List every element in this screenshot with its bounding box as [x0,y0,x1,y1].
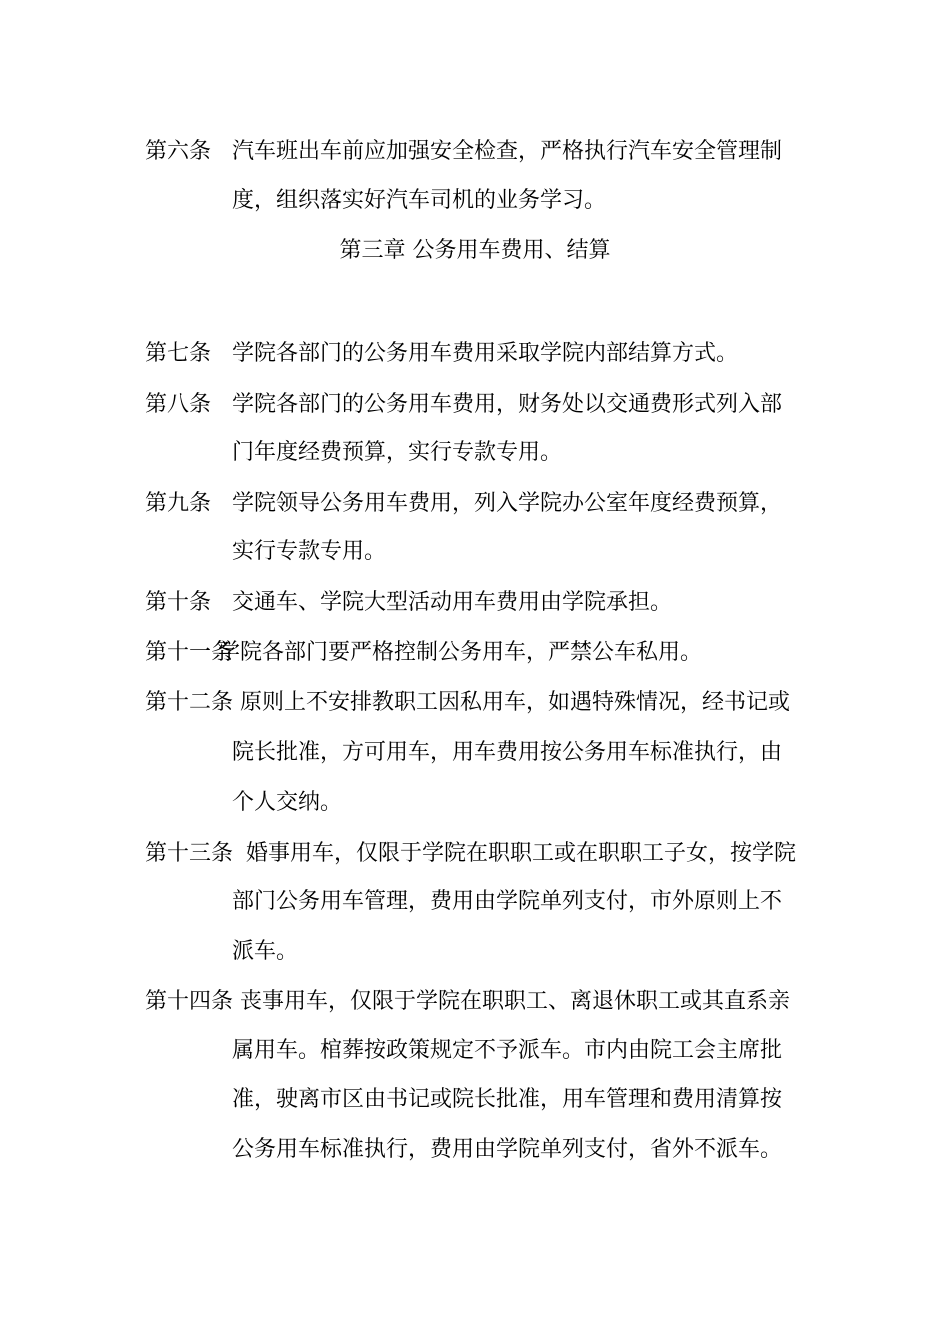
article-text: 学院各部门要严格控制公务用车，严禁公车私用。 [218,640,703,665]
article-text: 原则上不安排教职工因私用车，如遇特殊情况，经书记或 [240,690,791,715]
article-text: 学院各部门的公务用车费用，财务处以交通费形式列入部 [232,392,783,417]
article-text: 学院各部门的公务用车费用采取学院内部结算方式。 [232,341,739,366]
article-text: 院长批准，方可用车，用车费用按公务用车标准执行，由 [232,740,783,765]
article-text: 门年度经费预算，实行专款专用。 [232,440,563,465]
article-label: 第八条 [145,392,212,417]
article-text: 学院领导公务用车费用，列入学院办公室年度经费预算， [232,491,783,516]
article-text: 属用车。棺葬按政策规定不予派车。市内由院工会主席批 [232,1038,783,1063]
chapter-heading: 第三章 公务用车费用、结算 [339,238,611,263]
article-label: 第十条 [145,590,212,615]
article-text: 丧事用车，仅限于学院在职职工、离退休职工或其直系亲 [240,989,791,1014]
article-label: 第九条 [145,491,212,516]
article-label: 第十二条 [145,690,234,715]
article-label: 第十三条 [145,841,234,866]
article-text: 个人交纳。 [232,790,343,815]
article-label: 第十四条 [145,989,234,1014]
article-label: 第七条 [145,341,212,366]
article-text: 部门公务用车管理，费用由学院单列支付，市外原则上不 [232,889,783,914]
article-text: 交通车、学院大型活动用车费用由学院承担。 [232,590,673,615]
article-label: 第六条 [145,139,212,164]
article-text: 实行专款专用。 [232,539,387,564]
article-label: 第十一条 [145,640,234,665]
article-text: 度，组织落实好汽车司机的业务学习。 [232,188,607,213]
article-text: 汽车班出车前应加强安全检查，严格执行汽车安全管理制 [232,139,783,164]
article-text: 准，驶离市区由书记或院长批准，用车管理和费用清算按 [232,1087,783,1112]
article-text: 派车。 [232,939,299,964]
article-text: 婚事用车，仅限于学院在职职工或在职职工子女，按学院 [246,841,797,866]
article-text: 公务用车标准执行，费用由学院单列支付，省外不派车。 [232,1137,783,1162]
